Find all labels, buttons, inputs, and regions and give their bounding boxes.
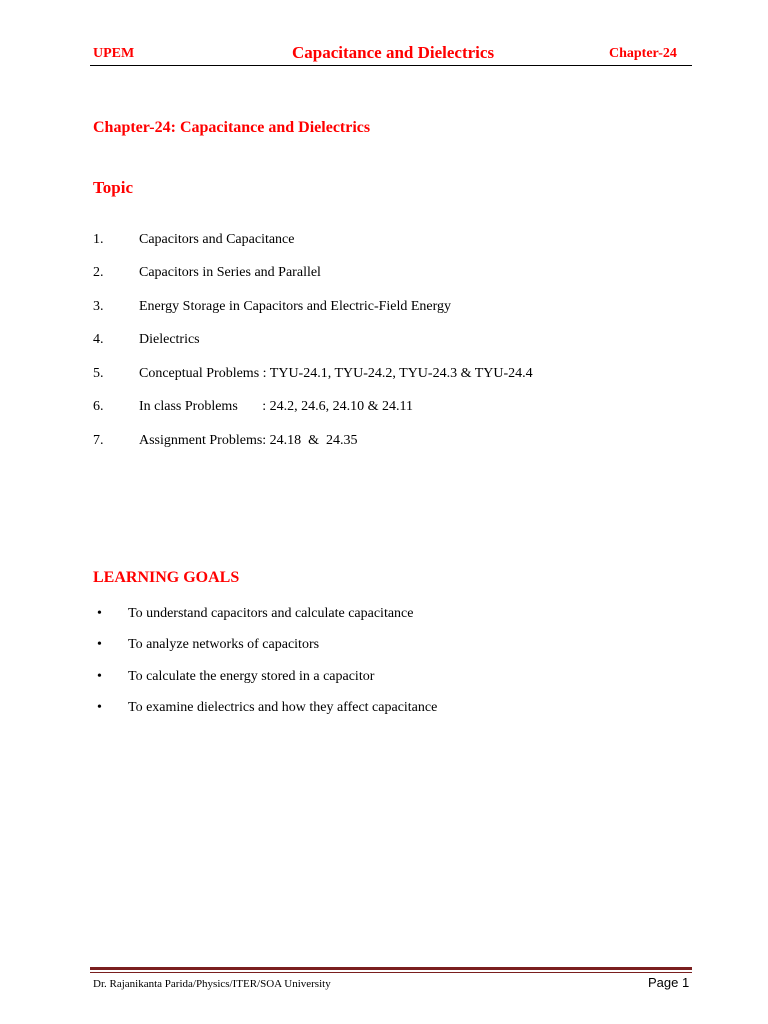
chapter-title: Chapter-24: Capacitance and Dielectrics bbox=[93, 119, 371, 136]
topic-text: Energy Storage in Capacitors and Electric-Field Energy bbox=[139, 299, 452, 314]
bullet-icon: • bbox=[97, 700, 102, 715]
topic-item bbox=[93, 397, 693, 417]
goal-text: To analyze networks of capacitors bbox=[128, 637, 320, 652]
goal-item bbox=[97, 698, 697, 718]
header-divider bbox=[90, 65, 692, 66]
topic-number: 1. bbox=[93, 232, 104, 247]
page-number: Page 1 bbox=[648, 975, 690, 990]
topic-number: 2. bbox=[93, 265, 104, 280]
topic-text: Capacitors and Capacitance bbox=[139, 232, 295, 247]
topic-text: Capacitors in Series and Parallel bbox=[139, 265, 321, 280]
topic-heading: Topic bbox=[93, 178, 134, 197]
header-title: Capacitance and Dielectrics bbox=[292, 43, 495, 62]
topic-number: 6. bbox=[93, 399, 104, 414]
goal-text: To understand capacitors and calculate capacitance bbox=[128, 606, 414, 621]
bullet-icon: • bbox=[97, 606, 102, 621]
goal-text: To examine dielectrics and how they affect capacitance bbox=[128, 700, 438, 715]
goal-item bbox=[97, 667, 697, 687]
topic-number: 4. bbox=[93, 332, 104, 347]
learning-goals-heading: LEARNING GOALS bbox=[93, 569, 240, 586]
topic-text: Dielectrics bbox=[139, 332, 200, 347]
topic-item bbox=[93, 263, 693, 283]
footer-author: Dr. Rajanikanta Parida/Physics/ITER/SOA University bbox=[93, 978, 331, 990]
goal-item bbox=[97, 635, 697, 655]
topic-item bbox=[93, 297, 693, 317]
topic-number: 3. bbox=[93, 299, 104, 314]
topic-number: 7. bbox=[93, 433, 104, 448]
topic-item bbox=[93, 364, 693, 384]
topic-text: In class Problems : 24.2, 24.6, 24.10 & 24.11 bbox=[139, 399, 414, 414]
topic-item bbox=[93, 230, 693, 250]
topic-item bbox=[93, 431, 693, 451]
goal-item bbox=[97, 604, 697, 624]
header-left-label: UPEM bbox=[93, 46, 135, 61]
bullet-icon: • bbox=[97, 637, 102, 652]
topic-text: Assignment Problems: 24.18 & 24.35 bbox=[139, 433, 358, 448]
topic-item bbox=[93, 330, 693, 350]
footer-divider-thin bbox=[90, 972, 692, 973]
bullet-icon: • bbox=[97, 669, 102, 684]
footer-divider-thick bbox=[90, 967, 692, 970]
header-chapter-label: Chapter-24 bbox=[609, 46, 677, 61]
topic-number: 5. bbox=[93, 366, 104, 381]
topic-text: Conceptual Problems : TYU-24.1, TYU-24.2, TYU-24.3 & TYU-24.4 bbox=[139, 366, 533, 381]
goal-text: To calculate the energy stored in a capacitor bbox=[128, 669, 375, 684]
